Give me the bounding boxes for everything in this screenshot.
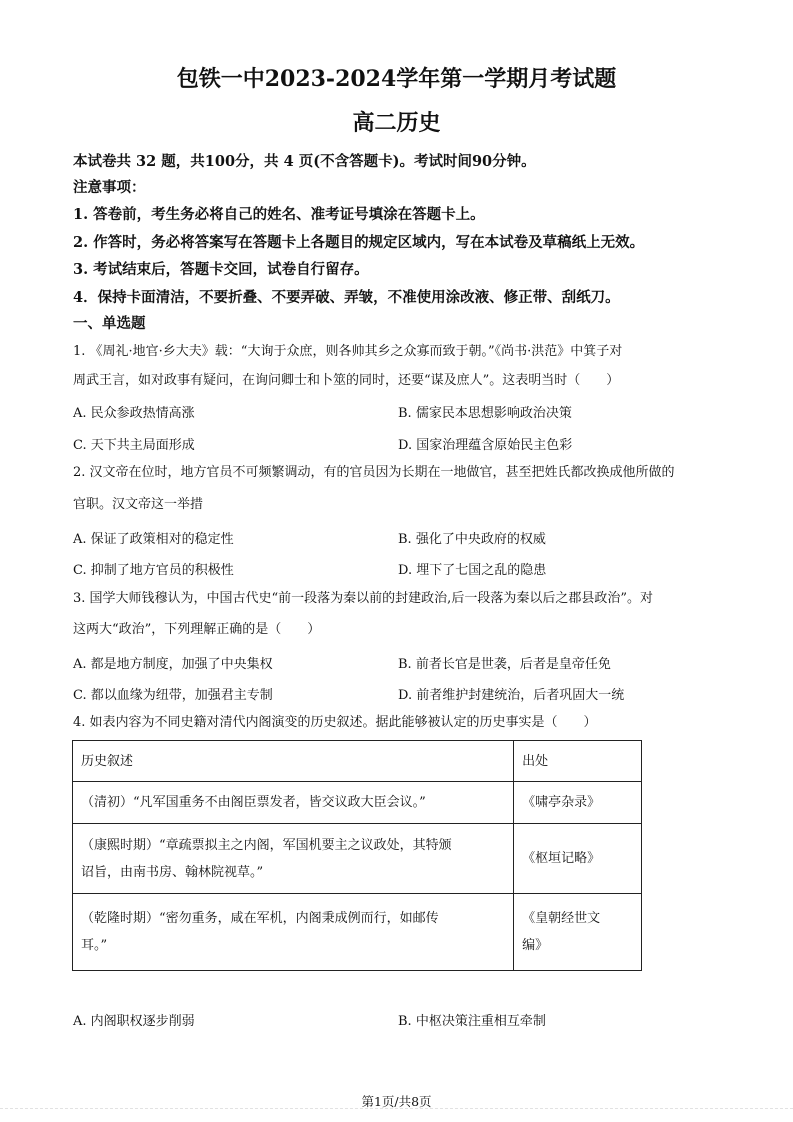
table-row bbox=[73, 824, 642, 894]
source-line: 《皇朝经世文 bbox=[522, 911, 601, 926]
table-header-source: 出处 bbox=[514, 741, 642, 782]
table-header-narrative: 历史叙述 bbox=[73, 741, 514, 782]
narrative-line: 耳。” bbox=[81, 938, 108, 953]
option-a: A. 内阁职权逐步削弱 bbox=[73, 1014, 195, 1029]
narrative-line: （清初）“凡军国重务不由阁臣票发者，皆交议政大臣会议。” bbox=[81, 795, 426, 810]
source-line: 《啸亭杂录》 bbox=[522, 795, 601, 810]
table-header-row bbox=[73, 741, 642, 782]
option-d: D. 国家治理蕴含原始民主色彩 bbox=[398, 438, 573, 453]
page-number: 第1页/共8页 bbox=[361, 1094, 432, 1109]
table-cell-source bbox=[514, 894, 642, 971]
option-c: C. 抑制了地方官员的积极性 bbox=[73, 563, 234, 578]
option-d: D. 埋下了七国之乱的隐患 bbox=[398, 563, 547, 578]
table-cell-narrative bbox=[73, 824, 514, 894]
narrative-line: （康熙时期）“章疏票拟主之内阁，军国机要主之议政处，其特颁 bbox=[81, 837, 452, 853]
question-4-line-1: 4. 如表内容为不同史籍对清代内阁演变的历史叙述。据此能够被认定的历史事实是（ ） bbox=[73, 715, 597, 730]
question-1-line-2: 周武王言，如对政事有疑问，在询问卿士和卜筮的同时，还要“谋及庶人”。这表明当时（ ） bbox=[73, 373, 620, 388]
question-2-line-1: 2. 汉文帝在位时，地方官员不可频繁调动，有的官员因为长期在一地做官，甚至把姓氏都改换成他所做的 bbox=[73, 465, 675, 480]
notice-item: 3. 考试结束后，答题卡交回，试卷自行留存。 bbox=[73, 261, 369, 278]
history-table bbox=[72, 740, 642, 971]
table-cell-narrative bbox=[73, 894, 514, 971]
option-b: B. 强化了中央政府的权威 bbox=[398, 532, 546, 547]
option-b: B. 中枢决策注重相互牵制 bbox=[398, 1014, 546, 1029]
option-a: A. 都是地方制度，加强了中央集权 bbox=[73, 657, 273, 672]
notice-item: 2. 作答时，务必将答案写在答题卡上各题目的规定区域内，写在本试卷及草稿纸上无效。 bbox=[73, 234, 645, 251]
footer-divider bbox=[0, 1108, 793, 1109]
option-c: C. 天下共主局面形成 bbox=[73, 438, 195, 453]
narrative-line: （乾隆时期）“密勿重务，咸在军机，内阁秉成例而行，如邮传 bbox=[81, 911, 439, 926]
option-d: D. 前者维护封建统治，后者巩固大一统 bbox=[398, 688, 625, 703]
exam-summary: 本试卷共 32 题，共100分，共 4 页(不含答题卡)。考试时间90分钟。 bbox=[73, 153, 536, 170]
option-b: B. 前者长官是世袭，后者是皇帝任免 bbox=[398, 657, 611, 672]
question-2-line-2: 官职。汉文帝这一举措 bbox=[73, 497, 204, 512]
exam-title: 包铁一中2023-2024学年第一学期月考试题 bbox=[176, 66, 617, 92]
table-cell-source bbox=[514, 782, 642, 824]
narrative-line: 诏旨，由南书房、翰林院视草。” bbox=[81, 864, 264, 880]
option-a: A. 保证了政策相对的稳定性 bbox=[73, 532, 234, 547]
source-line: 编》 bbox=[522, 938, 549, 953]
notice-item: 4．保持卡面清洁，不要折叠、不要弄破、弄皱，不准使用涂改液、修正带、刮纸刀。 bbox=[73, 289, 620, 306]
table-row bbox=[73, 782, 642, 824]
question-3-line-2: 这两大“政治”，下列理解正确的是（ ） bbox=[73, 622, 321, 637]
table-cell-narrative bbox=[73, 782, 514, 824]
option-a: A. 民众参政热情高涨 bbox=[73, 406, 195, 421]
option-c: C. 都以血缘为纽带，加强君主专制 bbox=[73, 688, 273, 703]
notice-heading: 注意事项： bbox=[73, 179, 146, 196]
notice-item: 1. 答卷前，考生务必将自己的姓名、准考证号填涂在答题卡上。 bbox=[73, 206, 485, 223]
question-3-line-1: 3. 国学大师钱穆认为，中国古代史“前一段落为秦以前的封建政治,后一段落为秦以后之郡县政治”。对 bbox=[73, 591, 653, 606]
source-line: 《枢垣记略》 bbox=[522, 851, 601, 866]
table-row bbox=[73, 894, 642, 971]
question-1-line-1: 1. 《周礼·地官·乡大夫》载：“大询于众庶，则各帅其乡之众寡而致于朝。”《尚书·洪范》中箕子对 bbox=[73, 344, 623, 359]
section-heading: 一、单选题 bbox=[73, 315, 146, 332]
option-b: B. 儒家民本思想影响政治决策 bbox=[398, 406, 572, 421]
subject-title: 高二历史 bbox=[352, 110, 441, 136]
table-cell-source bbox=[514, 824, 642, 894]
